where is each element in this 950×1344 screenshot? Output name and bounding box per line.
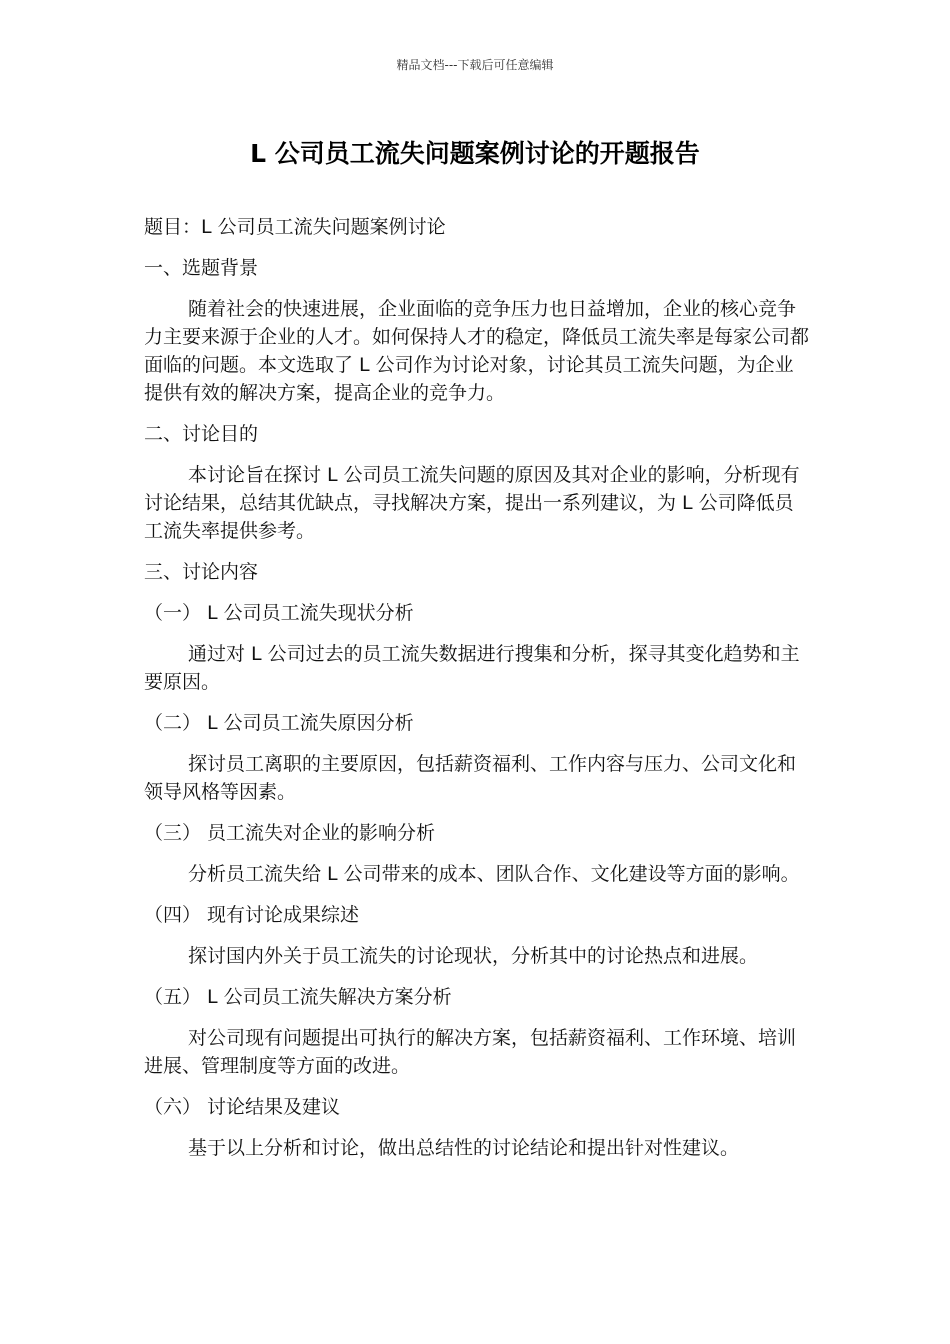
subsection-body-2: 探讨员工离职的主要原因，包括薪资福利、工作内容与压力、公司文化和领导风格等因素。 (144, 753, 797, 803)
page-header: 精品文档---下载后可任意编辑 (396, 58, 554, 72)
subsection-heading-2: （二） L 公司员工流失原因分析 (144, 712, 414, 734)
section-heading-purpose: 二、讨论目的 (144, 423, 259, 445)
subsection-heading-1: （一） L 公司员工流失现状分析 (144, 602, 414, 624)
subsection-body-6: 基于以上分析和讨论，做出总结性的讨论结论和提出针对性建议。 (188, 1137, 740, 1159)
section-heading-background: 一、选题背景 (144, 257, 259, 279)
section-heading-content: 三、讨论内容 (144, 561, 259, 583)
section-body-purpose: 本讨论旨在探讨 L 公司员工流失问题的原因及其对企业的影响，分析现有讨论结果，总结其优缺点，寻找解决方案，提出一系列建议，为 L 公司降低员工流失率提供参考。 (144, 464, 800, 542)
subsection-body-3: 分析员工流失给 L 公司带来的成本、团队合作、文化建设等方面的影响。 (188, 863, 800, 885)
document-body (144, 213, 810, 1175)
section-body-background: 随着社会的快速进展，企业面临的竞争压力也日益增加，企业的核心竞争力主要来源于企业的人才。如何保持人才的稳定，降低员工流失率是每家公司都面临的问题。本文选取了 L 公司作为讨论对象，讨论其员工流失问题，为企业提供有效的解决方案，提高企业的竞争力。 (144, 298, 810, 404)
subsection-heading-4: （四） 现有讨论成果综述 (144, 904, 360, 926)
subsection-body-4: 探讨国内外关于员工流失的讨论现状，分析其中的讨论热点和进展。 (188, 945, 759, 967)
subsection-heading-3: （三） 员工流失对企业的影响分析 (144, 822, 436, 844)
document-title: L 公司员工流失问题案例讨论的开题报告 (250, 139, 700, 168)
topic-line: 题目：L 公司员工流失问题案例讨论 (144, 216, 446, 238)
subsection-heading-5: （五） L 公司员工流失解决方案分析 (144, 986, 452, 1008)
subsection-body-5: 对公司现有问题提出可执行的解决方案，包括薪资福利、工作环境、培训进展、管理制度等方面的改进。 (144, 1027, 797, 1077)
subsection-heading-6: （六） 讨论结果及建议 (144, 1096, 341, 1118)
subsection-body-1: 通过对 L 公司过去的员工流失数据进行搜集和分析，探寻其变化趋势和主要原因。 (144, 643, 800, 693)
